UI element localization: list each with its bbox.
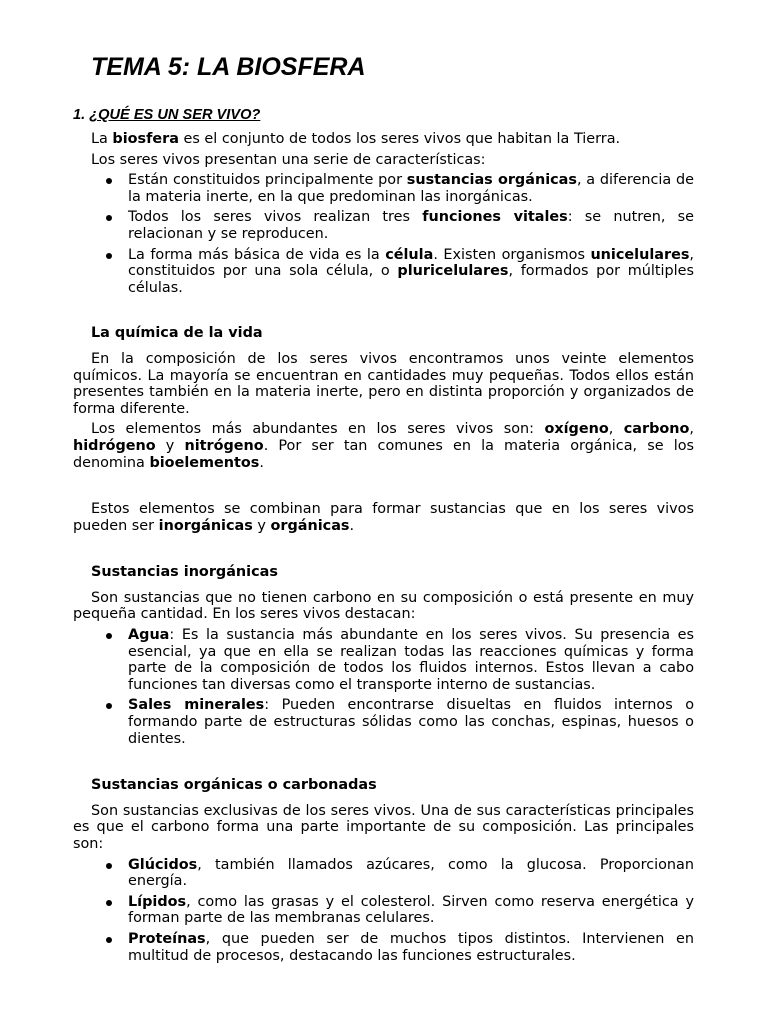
organic-list: [73, 857, 694, 965]
bullet-icon: [106, 863, 112, 869]
section-heading: [73, 107, 260, 124]
bold-term: Glúcidos: [128, 856, 198, 873]
text-run: , constituidos por una sola célula, o: [128, 246, 694, 280]
bold-term: pluricelulares: [397, 263, 509, 280]
bold-term: unicelulares: [590, 246, 690, 263]
text-run: ,: [689, 421, 694, 438]
bold-term: carbono: [623, 421, 690, 438]
bullet-icon: [106, 215, 112, 221]
bold-term: oxígeno: [544, 421, 609, 438]
text-run: Estos elementos se combinan para formar sustancias que en los seres vivos pueden ser: [73, 501, 694, 534]
text-run: y: [155, 437, 185, 454]
text-run: . Por ser tan comunes en la materia orgánica, se los denomina: [73, 437, 695, 471]
text-run: .: [349, 517, 355, 534]
paragraph-bioelementos: [73, 421, 694, 471]
paragraph-composicion: En la composición de los seres vivos encontramos unos veinte elementos químicos. La mayoría se encuentran en cantidades muy pequeñas. Todos ellos están presentes también en la materia inerte, pero en distinta proporción y organizados de forma diferente.: [73, 350, 694, 417]
bullet-icon: [106, 900, 112, 906]
section-number: 1.: [73, 107, 86, 123]
section-heading-text: ¿QUÉ ES UN SER VIVO?: [89, 107, 261, 123]
bold-term: funciones vitales: [422, 209, 568, 226]
list-item: [73, 209, 694, 242]
text-run: La forma más básica de vida es la: [128, 246, 386, 263]
text-run: , a diferencia de la materia inerte, en la que predominan las inorgánicas.: [128, 172, 694, 205]
bullet-icon: [106, 253, 112, 259]
text-run: : Es la sustancia más abundante en los seres vivos. Su presencia es esencial, ya que en ella se realizan todas las reacciones químicas y forma parte de la composición de todos los fluidos internos. Estos llevan a cabo funciones tan diversas como el transporte interno de sustancias.: [128, 627, 694, 693]
list-item: [73, 627, 694, 693]
bold-term: Proteínas: [128, 930, 206, 947]
text-run: y: [252, 517, 271, 534]
text-run: , también llamados azúcares, como la glucosa. Proporcionan energía.: [128, 856, 694, 890]
bullet-icon: [106, 703, 112, 709]
inorganic-list: [73, 627, 694, 747]
bold-term: biosfera: [112, 131, 179, 147]
document-title: TEMA 5: LA BIOSFERA: [91, 53, 366, 81]
text-run: Están constituidos principalmente por: [128, 172, 407, 189]
subheading-quimica: La química de la vida: [91, 325, 263, 342]
bold-term: Sales minerales: [128, 697, 265, 714]
text-run: La: [91, 131, 113, 147]
list-item: [73, 931, 694, 964]
paragraph-biosfera: [73, 131, 694, 148]
list-item: [73, 172, 694, 205]
list-item: [73, 247, 694, 297]
bullet-icon: [106, 633, 112, 639]
bullet-icon: [106, 178, 112, 184]
bold-term: bioelementos: [149, 454, 260, 471]
list-item: [73, 857, 694, 890]
paragraph-caracteristicas: Los seres vivos presentan una serie de características:: [91, 151, 486, 168]
paragraph-organicas: Son sustancias exclusivas de los seres vivos. Una de sus características principales es que el carbono forma una parte importante de su composición. Las principales son:: [73, 802, 694, 852]
text-run: .: [259, 454, 264, 471]
paragraph-inorganicas: Son sustancias que no tienen carbono en su composición o está presente en muy pequeña cantidad. En los seres vivos destacan:: [73, 589, 694, 623]
list-item: [73, 697, 694, 747]
bold-term: Agua: [128, 627, 170, 644]
text-run: Todos los seres vivos realizan tres: [128, 209, 423, 226]
bold-term: nitrógeno: [184, 437, 264, 454]
characteristics-list: [73, 172, 694, 296]
bold-term: sustancias orgánicas: [406, 172, 577, 189]
text-run: Los elementos más abundantes en los seres vivos son:: [91, 421, 545, 438]
bold-term: Lípidos: [128, 893, 187, 910]
bold-term: orgánicas: [270, 517, 350, 534]
text-run: , como las grasas y el colesterol. Sirven como reserva energética y forman parte de las membranas celulares.: [128, 893, 694, 927]
text-run: . Existen organismos: [433, 246, 591, 263]
paragraph-combinacion: [73, 501, 694, 534]
text-run: : Pueden encontrarse disueltas en fluidos internos o formando parte de estructuras sólidas como las conchas, espinas, huesos o dientes.: [128, 697, 695, 747]
document-body: [73, 131, 694, 964]
text-run: ,: [608, 421, 624, 438]
list-item: [73, 894, 694, 927]
subheading-inorganicas: Sustancias inorgánicas: [91, 564, 278, 581]
text-run: , formados por múltiples células.: [128, 263, 694, 296]
text-run: es el conjunto de todos los seres vivos que habitan la Tierra.: [178, 131, 621, 147]
bold-term: inorgánicas: [158, 517, 253, 534]
text-run: , que pueden ser de muchos tipos distintos. Intervienen en multitud de procesos, destacando las funciones estructurales.: [128, 930, 694, 964]
subheading-organicas: Sustancias orgánicas o carbonadas: [91, 777, 377, 794]
bullet-icon: [106, 937, 112, 943]
bold-term: célula: [385, 246, 434, 263]
bold-term: hidrógeno: [73, 437, 156, 454]
text-run: : se nutren, se relacionan y se reproducen.: [128, 209, 694, 242]
